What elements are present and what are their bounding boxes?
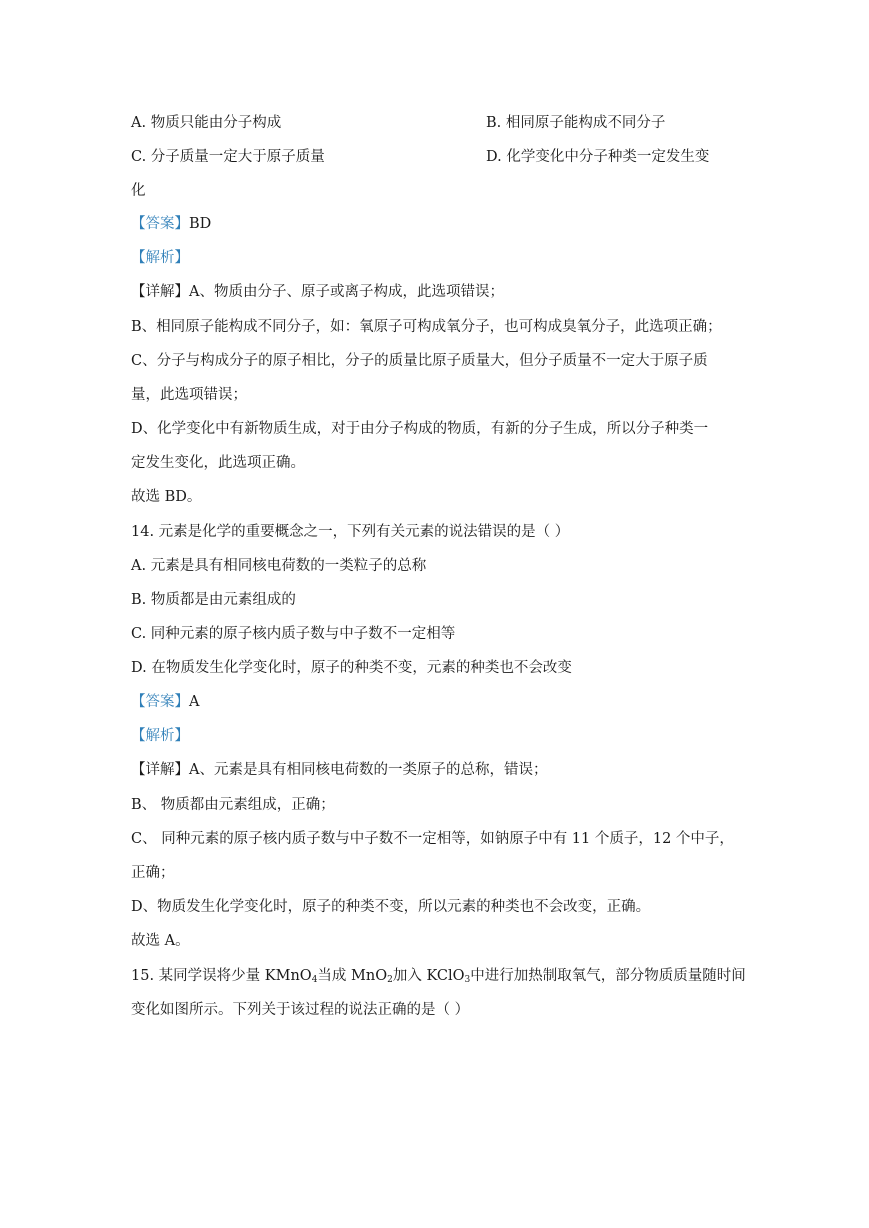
- q14-detail-c-2: 正确；: [131, 865, 175, 881]
- q14-detail-c-1: C、 同种元素的原子核内质子数与中子数不一定相等，如钠原子中有 11 个质子，12 个中子，: [131, 831, 734, 847]
- q13-option-d-continued: 化: [131, 183, 146, 199]
- subscript: 4: [311, 975, 318, 985]
- answer-value: BD: [189, 216, 212, 232]
- q13-detail-c-2: 量，此选项错误；: [131, 387, 247, 403]
- q15-stem-line-2: 变化如图所示。下列关于该过程的说法正确的是（ ）: [131, 1002, 470, 1018]
- q14-analysis-label: 【解析】: [131, 728, 189, 744]
- answer-label: 【答案】: [131, 694, 189, 710]
- q14-stem: 14. 元素是化学的重要概念之一，下列有关元素的说法错误的是（ ）: [131, 524, 570, 540]
- q13-options-row-1: [131, 113, 741, 133]
- q13-detail-c-1: C、分子与构成分子的原子相比，分子的质量比原子质量大，但分子质量不一定大于原子质: [131, 353, 708, 369]
- q13-answer: [131, 214, 741, 234]
- q13-analysis-label: 【解析】: [131, 250, 189, 266]
- q14-detail-b: B、 物质都由元素组成，正确；: [131, 797, 335, 813]
- q14-option-d[interactable]: D. 在物质发生化学变化时，原子的种类不变，元素的种类也不会改变: [131, 660, 572, 676]
- stem-text: 15. 某同学误将少量 KMnO: [131, 968, 312, 984]
- detail-text: A、物质由分子、原子或离子构成，此选项错误；: [189, 284, 504, 300]
- q14-detail-d: D、物质发生化学变化时，原子的种类不变，所以元素的种类也不会改变，正确。: [131, 899, 651, 915]
- q13-option-a[interactable]: A. 物质只能由分子构成: [131, 115, 282, 131]
- q13-option-b[interactable]: B. 相同原子能构成不同分子: [486, 115, 666, 131]
- q13-detail-a: [131, 282, 741, 302]
- q15-stem-line-1: [131, 966, 746, 990]
- answer-label: 【答案】: [131, 216, 189, 232]
- q13-detail-b: B、相同原子能构成不同分子，如：氧原子可构成氧分子，也可构成臭氧分子，此选项正确；: [131, 319, 722, 335]
- stem-text: 当成 MnO: [317, 968, 388, 984]
- detail-label: 【详解】: [131, 284, 189, 300]
- detail-text: A、元素是具有相同核电荷数的一类原子的总称，错误；: [189, 762, 548, 778]
- stem-text: 中进行加热制取氧气，部分物质质量随时间: [470, 968, 746, 984]
- q14-detail-a: [131, 760, 741, 780]
- q13-detail-d-2: 定发生变化，此选项正确。: [131, 455, 305, 471]
- stem-text: 加入 KClO: [392, 968, 465, 984]
- q13-options-row-2: [131, 147, 741, 167]
- q13-option-d[interactable]: D. 化学变化中分子种类一定发生变: [486, 149, 710, 165]
- detail-label: 【详解】: [131, 762, 189, 778]
- q13-detail-d-1: D、化学变化中有新物质生成，对于由分子构成的物质，有新的分子生成，所以分子种类一: [131, 421, 709, 437]
- q13-option-c[interactable]: C. 分子质量一定大于原子质量: [131, 149, 325, 165]
- answer-value: A: [189, 694, 200, 710]
- q13-conclusion: 故选 BD。: [131, 489, 202, 505]
- subscript: 2: [387, 975, 393, 985]
- q14-option-b[interactable]: B. 物质都是由元素组成的: [131, 592, 296, 608]
- q14-option-c[interactable]: C. 同种元素的原子核内质子数与中子数不一定相等: [131, 626, 456, 642]
- q14-option-a[interactable]: A. 元素是具有相同核电荷数的一类粒子的总称: [131, 558, 427, 574]
- q14-answer: [131, 692, 741, 712]
- q14-conclusion: 故选 A。: [131, 933, 190, 949]
- subscript: 3: [464, 975, 471, 985]
